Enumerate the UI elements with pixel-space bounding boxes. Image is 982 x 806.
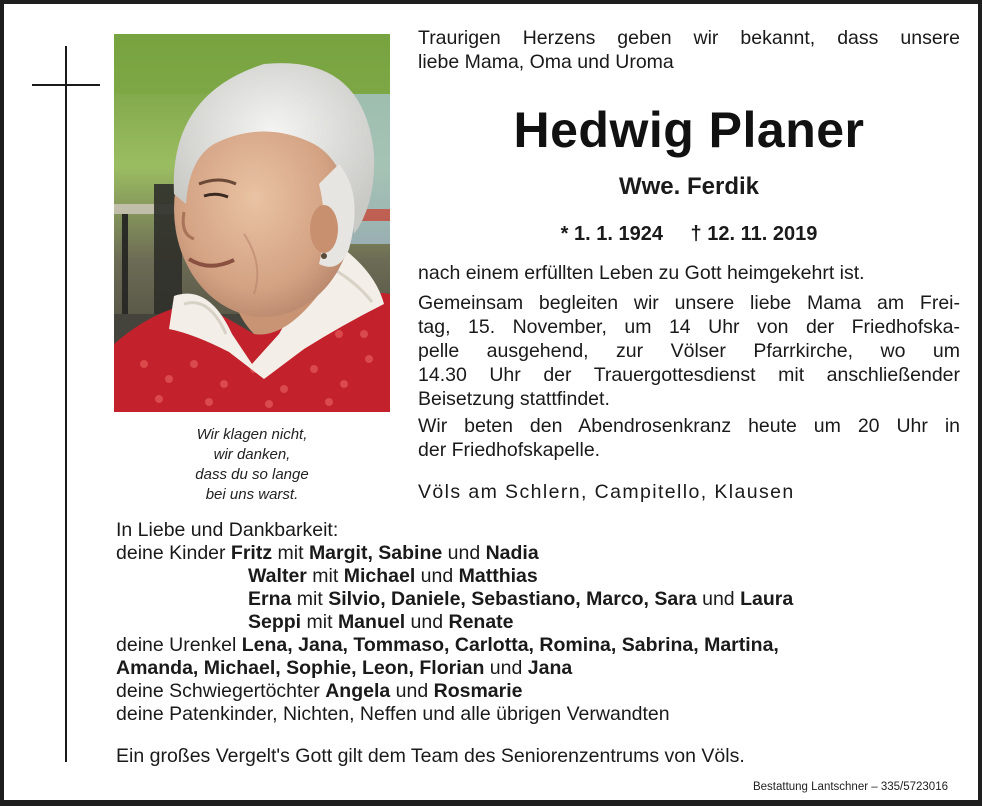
family-row-child xyxy=(116,611,966,634)
passing-statement xyxy=(418,261,960,285)
great-grandchildren-names: Jana xyxy=(527,657,573,679)
birth-date: * 1. 1. 1924 xyxy=(560,223,663,245)
quote-line: Wir klagen nicht, xyxy=(196,426,308,443)
family-row-grandchildren xyxy=(116,634,966,657)
partner-names: Laura xyxy=(740,588,794,610)
funeral-details xyxy=(418,291,960,411)
quote-line: bei uns warst. xyxy=(205,486,299,503)
connector-text: mit xyxy=(272,542,309,564)
child-name: Seppi xyxy=(248,611,302,633)
widow-name: Wwe. Ferdik xyxy=(618,173,760,200)
great-grandchildren-names: Lena, Jana, Tommaso, Carlotta, Romina, Sabrina, Martina, xyxy=(241,634,779,656)
paragraph-line: pelle ausgehend, zur Völser Pfarrkirche, wo um xyxy=(418,340,960,362)
deceased-name: Hedwig Planer xyxy=(513,102,865,158)
paragraph-line: Beisetzung stattfindet. xyxy=(418,388,610,410)
family-row-daughters-in-law xyxy=(116,680,966,703)
family-row-child xyxy=(116,565,966,588)
partner-names: Manuel xyxy=(337,611,406,633)
memorial-quote xyxy=(154,425,350,505)
portrait-photo xyxy=(114,34,390,412)
connector-text: und xyxy=(696,588,741,610)
intro-line: liebe Mama, Oma und Uroma xyxy=(418,51,674,73)
connector-text: und xyxy=(390,680,434,702)
announcement-intro xyxy=(418,26,960,74)
family-intro: In Liebe und Dankbarkeit: xyxy=(116,519,339,541)
family-row-child xyxy=(116,588,966,611)
portrait-image xyxy=(114,34,390,412)
partner-names: Michael xyxy=(343,565,416,587)
connector-text: mit xyxy=(291,588,329,610)
great-grandchildren-names: Amanda, Michael, Sophie, Leon, Florian xyxy=(116,657,485,679)
partner-names: Silvio, Daniele, Sebastiano, Marco, Sara xyxy=(328,588,697,610)
partner-names: Matthias xyxy=(458,565,538,587)
paragraph-line: Gemeinsam begleiten wir unsere liebe Mama am Frei- xyxy=(418,292,960,314)
daughters-in-law-label: deine Schwiegertöchter xyxy=(116,680,326,702)
places-line: Völs am Schlern, Campitello, Klausen xyxy=(418,481,795,503)
paragraph-line: nach einem erfüllten Leben zu Gott heimgekehrt ist. xyxy=(418,262,865,284)
connector-text: mit xyxy=(301,611,338,633)
cross-icon-bar xyxy=(32,84,100,86)
life-dates xyxy=(418,221,960,247)
partner-names: Nadia xyxy=(485,542,539,564)
great-grandchildren-label: deine Urenkel xyxy=(116,634,242,656)
connector-text: und xyxy=(442,542,486,564)
rosary-details xyxy=(418,414,960,462)
partner-names: Margit, Sabine xyxy=(308,542,443,564)
daughter-in-law-name: Angela xyxy=(325,680,391,702)
thanks-line: Ein großes Vergelt's Gott gilt dem Team des Seniorenzentrums von Völs. xyxy=(116,745,745,767)
quote-line: dass du so lange xyxy=(195,466,309,483)
connector-text: und xyxy=(484,657,528,679)
funeral-home-credit: Bestattung Lantschner – 335/5723016 xyxy=(752,781,948,793)
connector-text: und xyxy=(405,611,449,633)
connector-text: mit xyxy=(306,565,344,587)
paragraph-line: 14.30 Uhr der Trauergottesdienst mit anschließender xyxy=(418,364,960,386)
child-name: Walter xyxy=(248,565,307,587)
child-name: Erna xyxy=(248,588,292,610)
family-row-grandchildren-cont xyxy=(116,657,966,680)
paragraph-line: Wir beten den Abendrosenkranz heute um 20 Uhr in xyxy=(418,415,960,437)
paragraph-line: der Friedhofskapelle. xyxy=(418,439,601,461)
connector-text: und xyxy=(415,565,459,587)
quote-line: wir danken, xyxy=(213,446,291,463)
partner-names: Renate xyxy=(448,611,514,633)
intro-line: Traurigen Herzens geben wir bekannt, dass unsere xyxy=(418,27,960,49)
daughter-in-law-name: Rosmarie xyxy=(433,680,523,702)
family-list xyxy=(116,519,966,726)
family-row-relatives: deine Patenkinder, Nichten, Neffen und alle übrigen Verwandten xyxy=(116,703,670,725)
child-name: Fritz xyxy=(230,542,273,564)
children-label: deine Kinder xyxy=(116,542,231,564)
paragraph-line: tag, 15. November, um 14 Uhr von der Friedhofska- xyxy=(418,316,960,338)
cross-icon xyxy=(65,46,67,762)
death-date: † 12. 11. 2019 xyxy=(690,223,818,245)
family-row-children xyxy=(116,542,966,565)
